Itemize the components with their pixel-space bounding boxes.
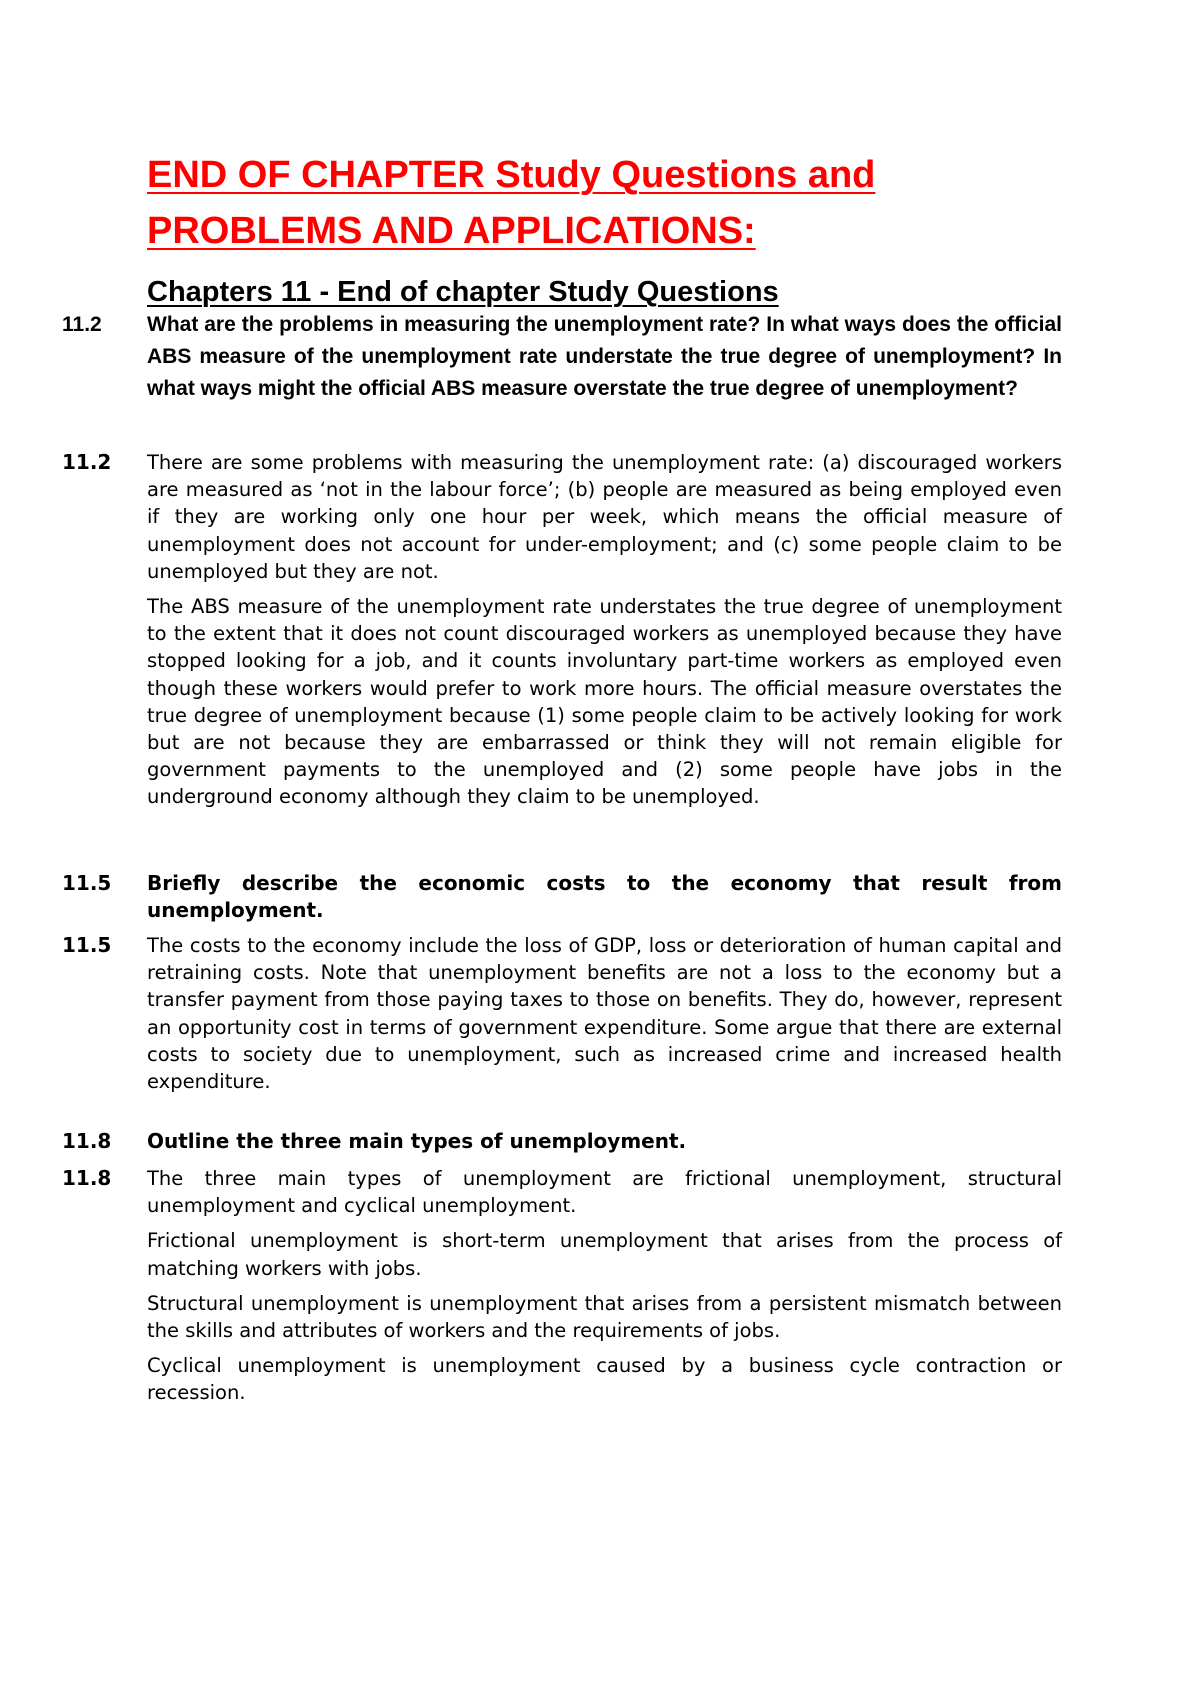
answer-number: 11.5 bbox=[62, 933, 112, 957]
answer-paragraph: Frictional unemployment is short-term unemployment that arises from the process of matching workers with jobs. bbox=[147, 1229, 1062, 1280]
answer-paragraph: Structural unemployment is unemployment that arises from a persistent mismatch between the skills and attributes of workers and the requirements of jobs. bbox=[147, 1291, 1062, 1343]
answer-paragraph: There are some problems with measuring the unemployment rate: (a) discouraged workers are measured as ‘not in the labour force’; (b) people are measured as being employed even if they are working only one hour per week, which means the official measure of unemployment does not account for under-employment; and (c) some people claim to be unemployed but they are not. bbox=[147, 451, 1062, 583]
question-11-2 bbox=[62, 309, 1062, 413]
answer-number: 11.2 bbox=[62, 450, 112, 474]
answer-paragraph: The ABS measure of the unemployment rate understates the true degree of unemployment to the extent that it does not count discouraged workers as unemployed because they have stopped looking for a job, and it counts involuntary part-time workers as employed even though these workers would prefer to work more hours. The official measure overstates the true degree of unemployment because (1) some people claim to be actively looking for work but are not because they are embarrassed or think they will not remain eligible for government payments to the unemployed and (2) some people have jobs in the underground economy although they claim to be unemployed. bbox=[147, 595, 1062, 809]
answer-11-8 bbox=[62, 1165, 1062, 1415]
answer-text bbox=[147, 449, 1062, 811]
question-paragraph: Outline the three main types of unemployment. bbox=[147, 1129, 687, 1153]
question-text bbox=[147, 1128, 1062, 1155]
question-number: 11.2 bbox=[62, 313, 102, 336]
question-paragraph: Briefly describe the economic costs to the economy that result from unemployment. bbox=[147, 871, 1062, 922]
question-paragraph: What are the problems in measuring the unemployment rate? In what ways does the official ABS measure of the unemployment rate understate the true degree of unemployment? In what ways might the official ABS measure overstate the true degree of unemployment? bbox=[147, 313, 1062, 400]
answer-number: 11.8 bbox=[62, 1166, 112, 1190]
answer-paragraph: The three main types of unemployment are frictional unemployment, structural unemployment and cyclical unemployment. bbox=[147, 1167, 1062, 1218]
answer-11-5 bbox=[62, 932, 1062, 1103]
question-11-8 bbox=[62, 1128, 1062, 1163]
document-title: END OF CHAPTER Study Questions and PROBLEMS AND APPLICATIONS: bbox=[147, 154, 876, 252]
answer-paragraph: Cyclical unemployment is unemployment caused by a business cycle contraction or recession. bbox=[147, 1354, 1062, 1405]
question-text bbox=[147, 309, 1062, 405]
answer-text bbox=[147, 1165, 1062, 1407]
answer-text bbox=[147, 932, 1062, 1095]
answer-11-2 bbox=[62, 449, 1062, 819]
question-number: 11.5 bbox=[62, 871, 112, 895]
question-number: 11.8 bbox=[62, 1129, 112, 1153]
question-text bbox=[147, 870, 1062, 924]
question-11-5 bbox=[62, 870, 1062, 932]
chapter-subtitle: Chapters 11 - End of chapter Study Questions bbox=[147, 276, 779, 308]
answer-paragraph: The costs to the economy include the loss of GDP, loss or deterioration of human capital and retraining costs. Note that unemployment benefits are not a loss to the economy but a transfer payment from those paying taxes to those on benefits. They do, however, represent an opportunity cost in terms of government expenditure. Some argue that there are external costs to society due to unemployment, such as increased crime and increased health expenditure. bbox=[147, 934, 1062, 1094]
